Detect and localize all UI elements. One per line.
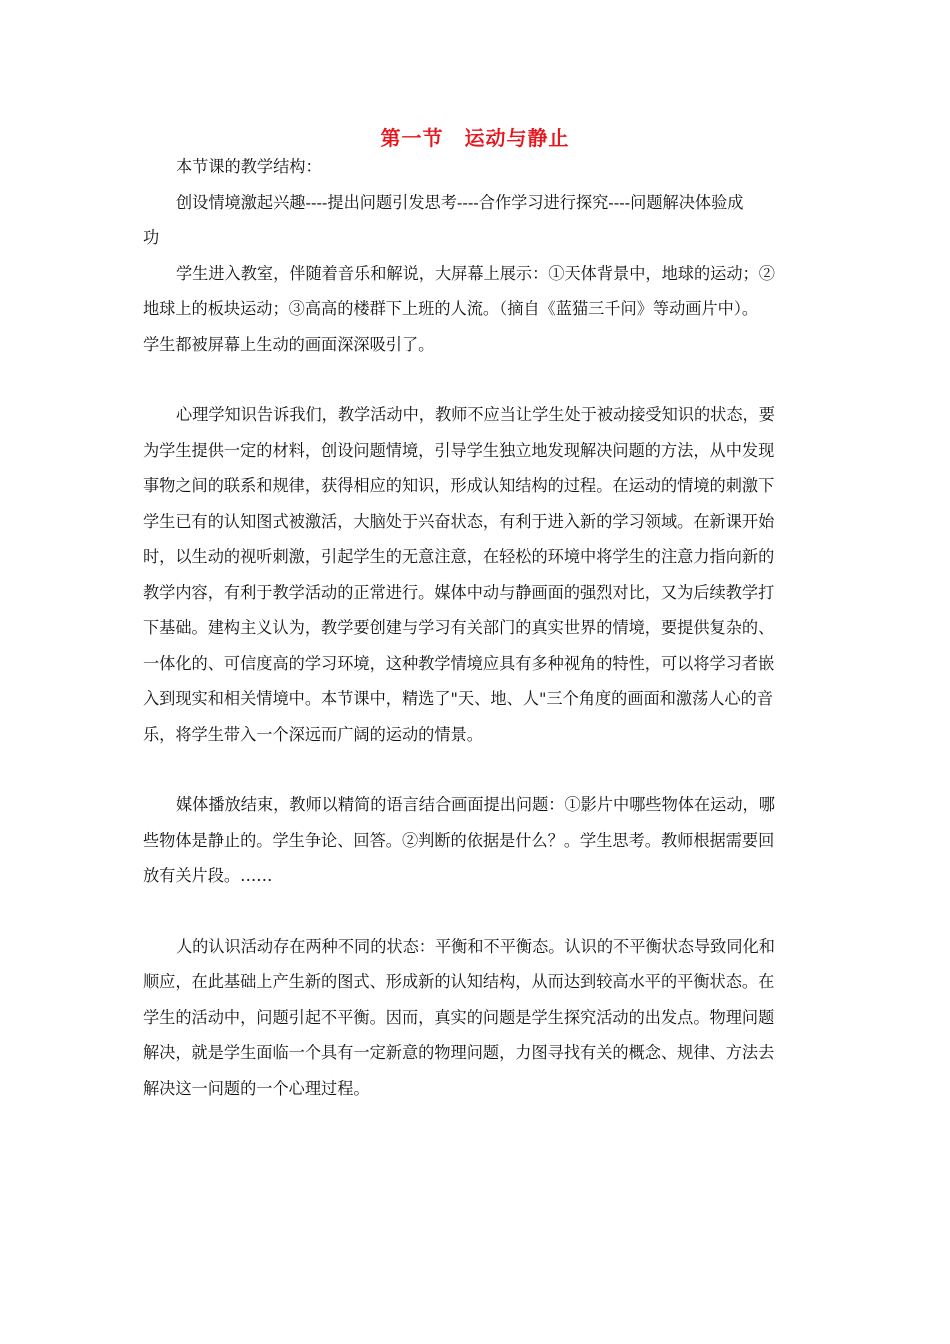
structure-line-2: 功 [143, 228, 160, 247]
body-paragraph-2 [143, 717, 807, 753]
paragraph-line: 顺应，在此基础上产生新的图式、形成新的认知结构，从而达到较高水平的平衡状态。在 [143, 972, 775, 991]
paragraph-line: 为学生提供一定的材料，创设问题情境，引导学生独立地发现解决问题的方法，从中发现 [143, 440, 775, 460]
structure-paragraph [143, 185, 807, 221]
body-paragraph-2 [143, 468, 807, 504]
paragraph-line: 学生已有的认知图式被激活，大脑处于兴奋状态，有利于进入新的学习领域。在新课开始 [143, 511, 775, 531]
body-paragraph-2 [143, 397, 807, 433]
body-paragraph-2 [143, 681, 807, 717]
page-title: 第一节 运动与静止 [380, 126, 570, 150]
paragraph-line: 人的认识活动存在两种不同的状态：平衡和不平衡态。认识的不平衡状态导致同化和 [176, 936, 775, 956]
body-paragraph-4 [143, 964, 807, 1000]
structure-line-1: 创设情境激起兴趣----提出问题引发思考----合作学习进行探究----问题解决体验成 [176, 192, 744, 212]
body-paragraph-2 [143, 433, 807, 469]
body-paragraph-1 [143, 327, 807, 363]
paragraph-line: 放有关片段。…… [143, 866, 273, 885]
body-paragraph-2 [143, 575, 807, 611]
paragraph-line: 乐，将学生带入一个深远而广阔的运动的情景。 [143, 724, 483, 744]
paragraph-line: 地球上的板块运动；③高高的楼群下上班的人流。（摘自《蓝猫三千问》等动画片中）。 [143, 299, 759, 318]
paragraph-line: 媒体播放结束，教师以精简的语言结合画面提出问题：①影片中哪些物体在运动，哪 [176, 795, 775, 814]
intro-label: 本节课的教学结构： [176, 157, 322, 176]
body-paragraph-3 [143, 858, 807, 894]
paragraph-line: 学生的活动中，问题引起不平衡。因而，真实的问题是学生探究活动的出发点。物理问题 [143, 1007, 775, 1027]
body-paragraph-3 [143, 787, 807, 823]
body-paragraph-2 [143, 610, 807, 646]
paragraph-line: 心理学知识告诉我们，教学活动中，教师不应当让学生处于被动接受知识的状态，要 [176, 405, 775, 424]
paragraph-line: 下基础。建构主义认为，教学要创建与学习有关部门的真实世界的情境，要提供复杂的、 [143, 618, 775, 637]
body-paragraph-1 [143, 291, 807, 327]
paragraph-spacer [143, 894, 807, 929]
paragraph-line: 学生进入教室，伴随着音乐和解说，大屏幕上展示：①天体背景中，地球的运动；② [176, 263, 775, 283]
structure-paragraph-continued [143, 220, 807, 256]
document-body [143, 149, 807, 1106]
body-paragraph-2 [143, 646, 807, 682]
body-paragraph-2 [143, 504, 807, 540]
paragraph-line: 一体化的、可信度高的学习环境，这种教学情境应具有多种视角的特性，可以将学习者嵌 [143, 653, 775, 673]
body-paragraph-4 [143, 1000, 807, 1036]
paragraph-line: 些物体是静止的。学生争论、回答。②判断的依据是什么？。学生思考。教师根据需要回 [143, 830, 775, 850]
body-paragraph-4 [143, 1035, 807, 1071]
body-paragraph-4 [143, 1071, 807, 1107]
paragraph-line: 事物之间的联系和规律，获得相应的知识，形成认知结构的过程。在运动的情境的刺激下 [143, 476, 775, 495]
body-paragraph-4 [143, 929, 807, 965]
intro-label-paragraph [143, 149, 807, 185]
body-paragraph-1 [143, 256, 807, 292]
paragraph-line: 学生都被屏幕上生动的画面深深吸引了。 [143, 334, 435, 354]
paragraph-line: 解决这一问题的一个心理过程。 [143, 1078, 370, 1098]
body-paragraph-3 [143, 823, 807, 859]
paragraph-spacer [143, 752, 807, 787]
body-paragraph-2 [143, 539, 807, 575]
paragraph-line: 解决，就是学生面临一个具有一定新意的物理问题，力图寻找有关的概念、规律、方法去 [143, 1043, 775, 1062]
paragraph-spacer [143, 362, 807, 397]
paragraph-line: 入到现实和相关情境中。本节课中，精选了"天、地、人"三个角度的画面和激荡人心的音 [143, 689, 774, 708]
paragraph-line: 时，以生动的视听刺激，引起学生的无意注意，在轻松的环境中将学生的注意力指向新的 [143, 547, 775, 566]
paragraph-line: 教学内容，有利于教学活动的正常进行。媒体中动与静画面的强烈对比，又为后续教学打 [143, 582, 775, 602]
